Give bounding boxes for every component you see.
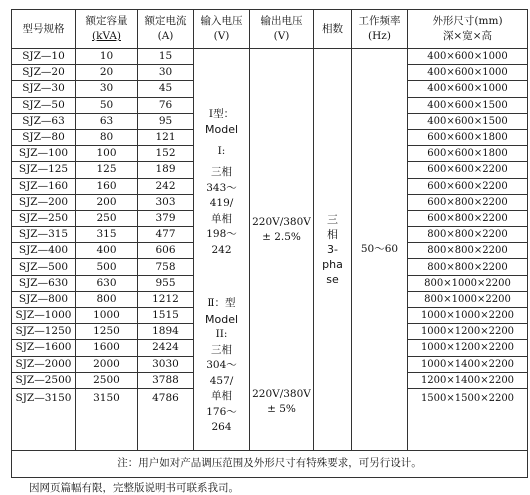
capacity-cell: 3150	[76, 388, 138, 450]
capacity-cell: 400	[76, 243, 138, 259]
phase-line5: se	[326, 272, 339, 286]
current-cell: 30	[138, 65, 194, 81]
current-cell: 95	[138, 113, 194, 129]
current-cell: 1515	[138, 308, 194, 324]
model-cell: SJZ—400	[12, 243, 76, 259]
model-cell: SJZ—3150	[12, 388, 76, 450]
header-model: 型号规格	[12, 10, 76, 49]
type2-line6: 264	[211, 421, 232, 434]
dimensions-cell: 400×600×1500	[408, 97, 528, 113]
phase-line1: 三	[327, 212, 338, 226]
output-type1-line2: ± 2.5%	[262, 231, 301, 244]
capacity-cell: 50	[76, 97, 138, 113]
model-cell: SJZ—315	[12, 227, 76, 243]
type2-label: Ⅱ：型	[207, 297, 236, 310]
type2-line4: 单相	[211, 390, 232, 403]
type2-line5: 176～	[206, 405, 237, 418]
dimensions-cell: 800×1000×2200	[408, 291, 528, 307]
capacity-cell: 630	[76, 275, 138, 291]
capacity-cell: 250	[76, 210, 138, 226]
capacity-cell: 30	[76, 81, 138, 97]
header-current: 额定电流 (A)	[138, 10, 194, 49]
header-input-voltage: 输入电压 (V)	[194, 10, 250, 49]
model-cell: SJZ—2500	[12, 372, 76, 388]
current-cell: 477	[138, 227, 194, 243]
current-cell: 242	[138, 178, 194, 194]
current-cell: 758	[138, 259, 194, 275]
capacity-cell: 10	[76, 49, 138, 65]
current-cell: 76	[138, 97, 194, 113]
dimensions-cell: 1200×1400×2200	[408, 372, 528, 388]
type1-line4: 单相	[211, 212, 232, 225]
frequency-cell: 50～60	[352, 49, 408, 451]
dimensions-cell: 1000×1200×2200	[408, 324, 528, 340]
dimensions-cell: 400×600×1000	[408, 81, 528, 97]
dimensions-cell: 800×1000×2200	[408, 275, 528, 291]
model-cell: SJZ—2000	[12, 356, 76, 372]
capacity-cell: 160	[76, 178, 138, 194]
current-cell: 45	[138, 81, 194, 97]
type1-line3: 419/	[209, 197, 234, 210]
model-cell: SJZ—1600	[12, 340, 76, 356]
dimensions-cell: 1000×1200×2200	[408, 340, 528, 356]
current-cell: 379	[138, 210, 194, 226]
output-type2-line1: 220V/380V	[252, 388, 311, 401]
model-cell: SJZ—250	[12, 210, 76, 226]
dimensions-cell: 400×600×1500	[408, 113, 528, 129]
dimensions-cell: 800×800×2200	[408, 259, 528, 275]
capacity-cell: 100	[76, 146, 138, 162]
model-cell: SJZ—63	[12, 113, 76, 129]
capacity-cell: 2000	[76, 356, 138, 372]
header-output-voltage: 输出电压 (V)	[250, 10, 314, 49]
model-cell: SJZ—1000	[12, 308, 76, 324]
current-cell: 121	[138, 129, 194, 145]
current-cell: 303	[138, 194, 194, 210]
output-type1-line1: 220V/380V	[252, 216, 311, 229]
dimensions-cell: 600×800×2200	[408, 210, 528, 226]
current-cell: 3788	[138, 372, 194, 388]
model-cell: SJZ—500	[12, 259, 76, 275]
phase-cell	[314, 49, 352, 451]
current-cell: 1894	[138, 324, 194, 340]
current-cell: 955	[138, 275, 194, 291]
input-voltage-type2	[194, 258, 249, 436]
dimensions-cell: 1500×1500×2200	[408, 388, 528, 450]
input-voltage-cell	[194, 49, 250, 451]
current-cell: 189	[138, 162, 194, 178]
type1-line1: 三相	[211, 166, 232, 179]
current-cell: 1212	[138, 291, 194, 307]
model-cell: SJZ—30	[12, 81, 76, 97]
capacity-cell: 800	[76, 291, 138, 307]
capacity-cell: 63	[76, 113, 138, 129]
output-voltage-type1	[250, 81, 313, 245]
capacity-cell: 2500	[76, 372, 138, 388]
current-cell: 2424	[138, 340, 194, 356]
dimensions-cell: 1000×1000×2200	[408, 308, 528, 324]
header-capacity: 额定容量 (kVA)	[76, 10, 138, 49]
model-cell: SJZ—100	[12, 146, 76, 162]
spec-table	[11, 9, 528, 478]
dimensions-cell: 400×600×1000	[408, 49, 528, 65]
phase-line4: pha	[322, 257, 343, 271]
capacity-cell: 500	[76, 259, 138, 275]
table-note: 注：用户如对产品调压范围及外形尺寸有特殊要求，可另行设计。	[12, 450, 528, 477]
model-cell: SJZ—200	[12, 194, 76, 210]
capacity-cell: 125	[76, 162, 138, 178]
current-cell: 15	[138, 49, 194, 65]
capacity-cell: 20	[76, 65, 138, 81]
dimensions-cell: 600×600×1800	[408, 129, 528, 145]
model-cell: SJZ—20	[12, 65, 76, 81]
dimensions-cell: 600×600×2200	[408, 162, 528, 178]
model-cell: SJZ—10	[12, 49, 76, 65]
type2-model: Model	[204, 312, 239, 326]
model-cell: SJZ—125	[12, 162, 76, 178]
phase-line3: 3-	[327, 242, 338, 256]
header-frequency: 工作频率 (Hz)	[352, 10, 408, 49]
dimensions-cell: 600×600×1800	[408, 146, 528, 162]
dimensions-cell: 800×800×2200	[408, 227, 528, 243]
header-row	[12, 10, 528, 49]
header-dimensions: 外形尺寸(mm) 深×宽×高	[408, 10, 528, 49]
type1-model: Model	[204, 123, 239, 137]
type1-roman: I:	[217, 144, 226, 157]
dimensions-cell: 1000×1400×2200	[408, 356, 528, 372]
type1-label: Ⅰ型：	[208, 107, 235, 120]
capacity-cell: 1250	[76, 324, 138, 340]
phase-line2: 相	[327, 227, 338, 241]
table-row	[12, 49, 528, 65]
output-type2-line2: ± 5%	[267, 403, 296, 416]
dimensions-cell: 600×600×2200	[408, 178, 528, 194]
dimensions-cell: 400×600×1000	[408, 65, 528, 81]
input-voltage-type1	[194, 63, 249, 259]
capacity-cell: 200	[76, 194, 138, 210]
output-voltage-type2	[250, 245, 313, 417]
model-cell: SJZ—1250	[12, 324, 76, 340]
model-cell: SJZ—160	[12, 178, 76, 194]
current-cell: 4786	[138, 388, 194, 450]
model-cell: SJZ—80	[12, 129, 76, 145]
dimensions-cell: 800×800×2200	[408, 243, 528, 259]
model-cell: SJZ—630	[12, 275, 76, 291]
footer-note: 因网页篇幅有限，完整版说明书可联系我司。	[29, 482, 239, 494]
capacity-cell: 1600	[76, 340, 138, 356]
type2-line3: 457/	[209, 374, 234, 387]
model-cell: SJZ—800	[12, 291, 76, 307]
type1-line6: 242	[211, 243, 232, 256]
output-voltage-cell	[250, 49, 314, 451]
type2-line1: 三相	[211, 343, 232, 356]
capacity-cell: 80	[76, 129, 138, 145]
note-row	[12, 450, 528, 477]
type1-line5: 198～	[206, 228, 237, 241]
header-phase: 相数	[314, 10, 352, 49]
capacity-cell: 1000	[76, 308, 138, 324]
current-cell: 152	[138, 146, 194, 162]
type2-roman: II:	[215, 328, 228, 341]
current-cell: 3030	[138, 356, 194, 372]
capacity-cell: 315	[76, 227, 138, 243]
type2-line2: 304～	[206, 359, 237, 372]
model-cell: SJZ—50	[12, 97, 76, 113]
type1-line2: 343～	[206, 181, 237, 194]
current-cell: 606	[138, 243, 194, 259]
dimensions-cell: 600×800×2200	[408, 194, 528, 210]
